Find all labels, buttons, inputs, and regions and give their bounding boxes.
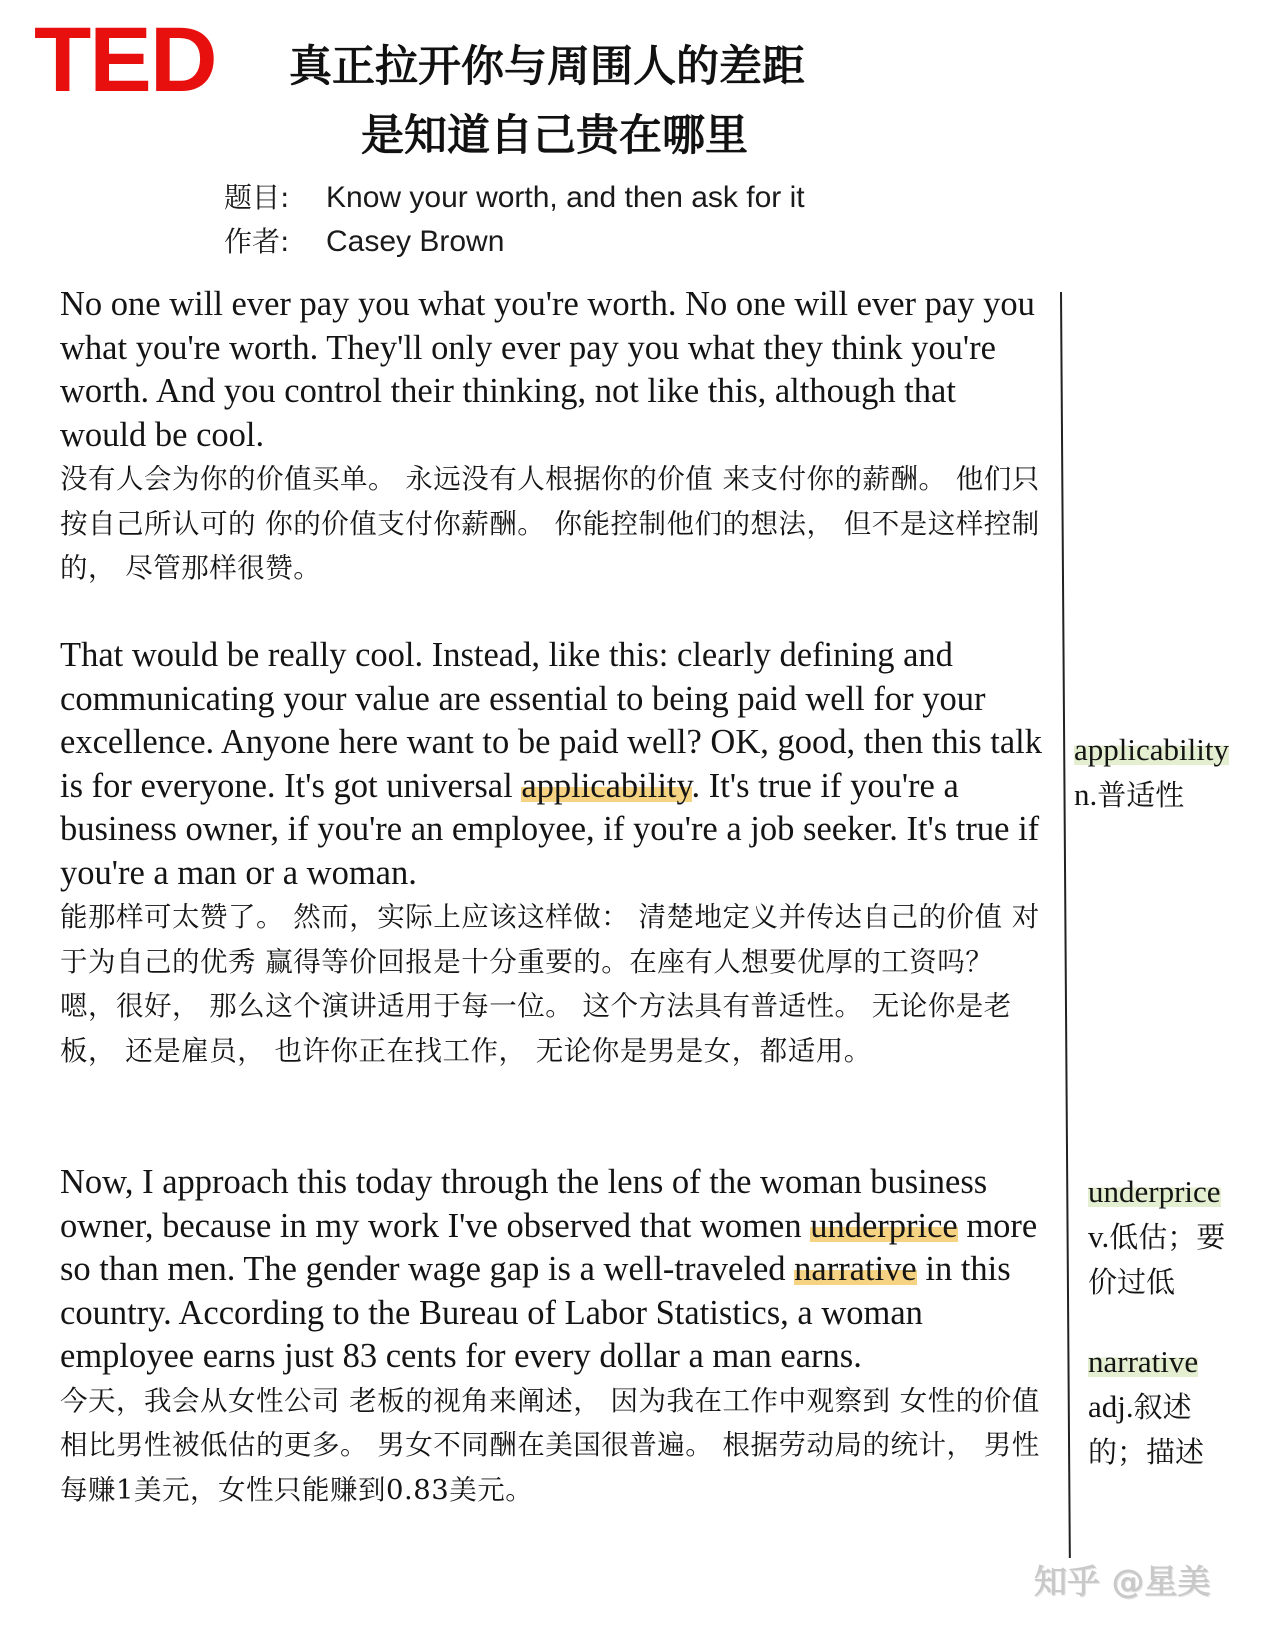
topic-value: Know your worth, and then ask for it <box>326 181 805 214</box>
page-title-line-2: 是知道自己贵在哪里 <box>361 111 748 161</box>
highlighted-word-applicability: applicability <box>521 766 692 805</box>
page-title-line-1: 真正拉开你与周围人的差距 <box>289 42 805 92</box>
ted-logo: TED <box>34 9 216 111</box>
part-of-speech: v. <box>1088 1219 1110 1254</box>
vocab-word: narrative <box>1088 1344 1199 1379</box>
vocab-word: underprice <box>1088 1174 1221 1209</box>
vocab-definition <box>1074 772 1229 818</box>
paragraph-2 <box>60 634 1050 1073</box>
author-row <box>224 224 504 260</box>
vocab-definition <box>1088 1214 1225 1260</box>
highlighted-word-narrative: narrative <box>794 1250 917 1288</box>
definition-text: 叙述 <box>1133 1390 1192 1424</box>
vocab-definition-continued: 的；描述 <box>1088 1435 1205 1469</box>
vocab-note-narrative <box>1088 1340 1204 1475</box>
part-of-speech: n. <box>1074 777 1098 812</box>
vocab-note-applicability <box>1074 728 1229 818</box>
chinese-translation: 没有人会为你的价值买单。 永远没有人根据你的价值 来支付你的薪酬。 他们只按自己所认可的 你的价值支付你薪酬。 你能控制他们的想法， 但不是这样控制的， 尽管那样很赞。 <box>60 463 1040 584</box>
english-segment: That would be really cool. Instead, like this: clearly defining and communicating your value are essential to being paid well for your excellence. Anyone here want to be paid well? OK, good, then this talk is for everyone. It's got universal <box>60 636 1042 805</box>
paragraph-3 <box>60 1161 1050 1512</box>
english-segment: Now, I approach this today through the lens of the woman business owner, because in my work I've observed that women <box>60 1163 988 1245</box>
definition-text: 普适性 <box>1097 778 1185 812</box>
vocab-definition-continued: 价过低 <box>1088 1265 1176 1299</box>
english-segment: No one will ever pay you what you're worth. No one will ever pay you what you're worth. They'll only ever pay you what they think you're worth. And you control their thinking, not like this, although that would be cool. <box>60 285 1035 454</box>
english-text <box>60 634 1050 895</box>
highlighted-word-underprice: underprice <box>810 1206 958 1245</box>
english-text <box>60 283 1050 457</box>
part-of-speech: adj. <box>1088 1389 1134 1424</box>
author-label: 作者: <box>224 225 290 258</box>
topic-row <box>224 180 805 216</box>
chinese-translation: 今天，我会从女性公司 老板的视角来阐述， 因为我在工作中观察到 女性的价值相比男性被低估的更多。 男女不同酬在美国很普遍。 根据劳动局的统计， 男性每赚1美元，女性只能赚到0.83美元。 <box>60 1384 1040 1506</box>
topic-label: 题目: <box>224 181 290 214</box>
definition-text: 低估；要 <box>1109 1220 1226 1254</box>
chinese-translation: 能那样可太赞了。 然而，实际上应该这样做： 清楚地定义并传达自己的价值 对于为自己的优秀 赢得等价回报是十分重要的。在座有人想要优厚的工资吗？ 嗯，很好， 那么这个演讲适用于每一位。 这个方法具有普适性。 无论你是老板， 还是雇员， 也许你正在找工作， 无论你是男是女，都适用。 <box>60 901 1040 1067</box>
margin-divider <box>1060 292 1070 1558</box>
english-text <box>60 1161 1050 1379</box>
paragraph-1 <box>60 283 1050 591</box>
english-segment: . It's true if you're a business owner, if you're an employee, if you're a job seeker. It's true if you're a man or a woman. <box>60 766 1040 892</box>
author-value: Casey Brown <box>326 225 505 258</box>
zhihu-watermark: 知乎 @星美 <box>1034 1562 1211 1601</box>
english-segment: in this country. According to the Bureau of Labor Statistics, a woman employee earns just 83 cents for every dollar a man earns. <box>60 1250 1011 1375</box>
vocab-definition <box>1088 1384 1204 1430</box>
vocab-note-underprice <box>1088 1170 1225 1305</box>
english-segment: more so than men. The gender wage gap is a well-traveled <box>60 1206 1038 1288</box>
vocab-word: applicability <box>1074 732 1229 767</box>
